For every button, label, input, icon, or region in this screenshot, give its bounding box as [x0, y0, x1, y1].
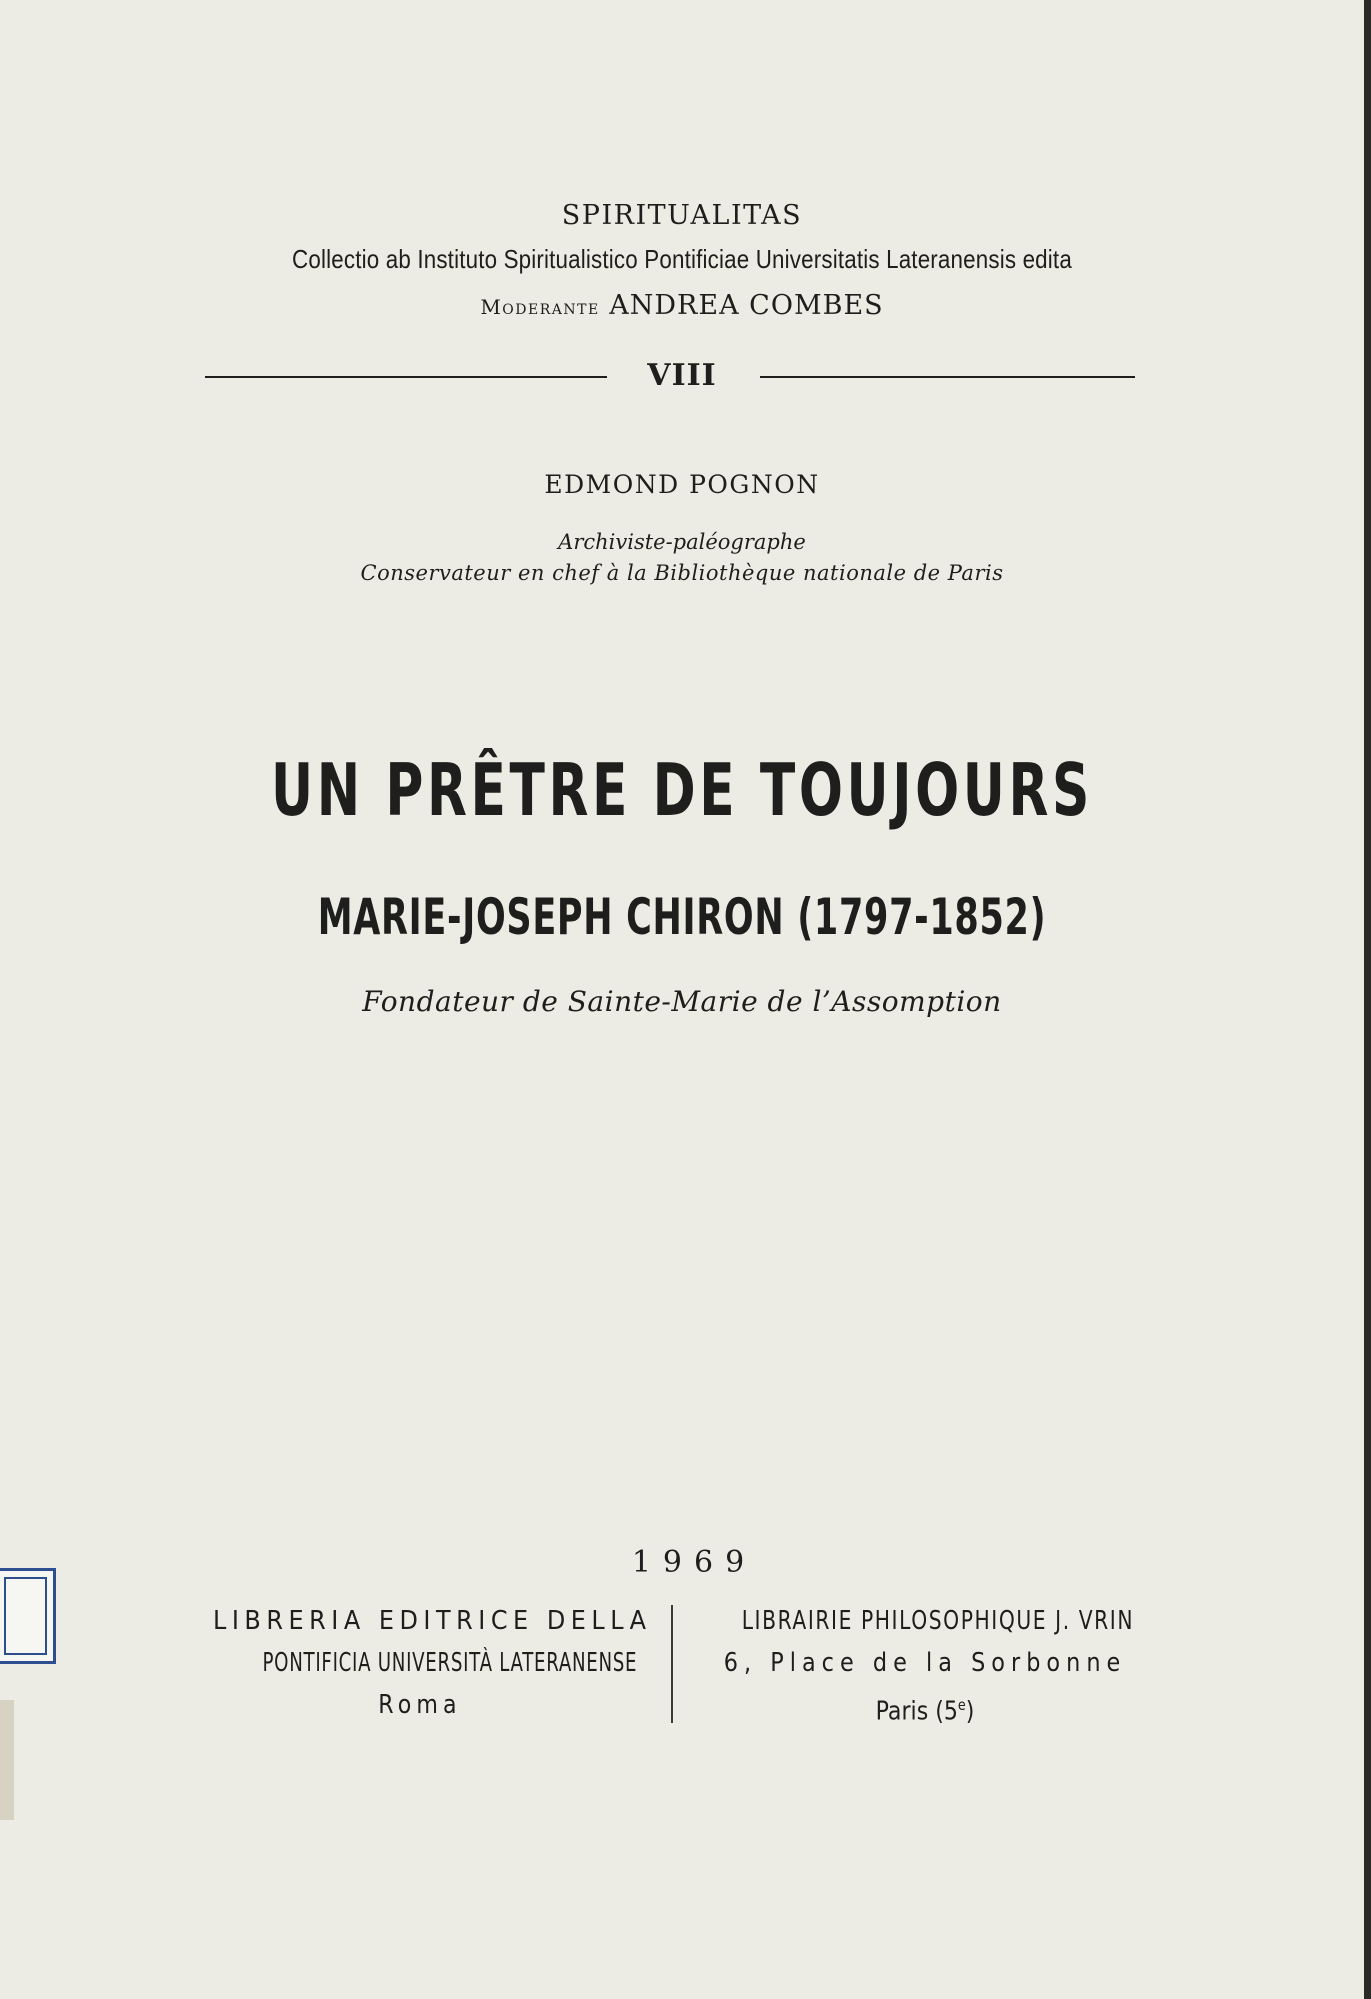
publisher-paris-address: 6, Place de la Sorbonne: [723, 1648, 1127, 1678]
publication-year: 1969: [631, 1545, 757, 1580]
book-subtitle: MARIE-JOSEPH CHIRON (1797-1852): [317, 888, 1047, 946]
arrondissement-superscript: e: [957, 1696, 966, 1714]
publisher-rome-line2: PONTIFICIA UNIVERSITÀ LATERANENSE: [262, 1648, 638, 1678]
publisher-divider: [671, 1605, 673, 1723]
book-title: UN PRÊTRE DE TOUJOURS: [271, 748, 1093, 832]
library-label-sticker: [0, 1568, 56, 1664]
scan-edge: [1364, 0, 1371, 1999]
publisher-paris-line1: LIBRAIRIE PHILOSOPHIQUE J. VRIN: [741, 1606, 1135, 1636]
publisher-paris: [690, 1600, 1160, 1733]
series-description: Collectio ab Instituto Spiritualistico Pontificiae Universitatis Lateranensis edita: [292, 244, 1072, 274]
series-moderator: [0, 290, 1364, 321]
moderator-name: ANDREA COMBES: [609, 290, 884, 321]
moderator-prefix: Moderante: [480, 295, 600, 319]
series-name: SPIRITUALITAS: [561, 200, 803, 231]
author-name: EDMOND POGNON: [544, 470, 820, 499]
publisher-rome-city: Roma: [378, 1690, 462, 1720]
publisher-paris-city: Paris (5e): [875, 1696, 975, 1727]
publisher-rome-line1: LIBRERIA EDITRICE DELLA: [213, 1606, 652, 1636]
author-role: Archiviste-paléographe: [558, 530, 806, 554]
publisher-rome: [195, 1600, 652, 1726]
volume-number: VIII: [647, 358, 717, 393]
volume-rule-right: [760, 376, 1135, 378]
book-tagline: Fondateur de Sainte-Marie de l’Assomption: [362, 985, 1002, 1018]
author-position: Conservateur en chef à la Bibliothèque nationale de Paris: [360, 561, 1004, 585]
paper-edge-wear: [0, 1700, 14, 1820]
